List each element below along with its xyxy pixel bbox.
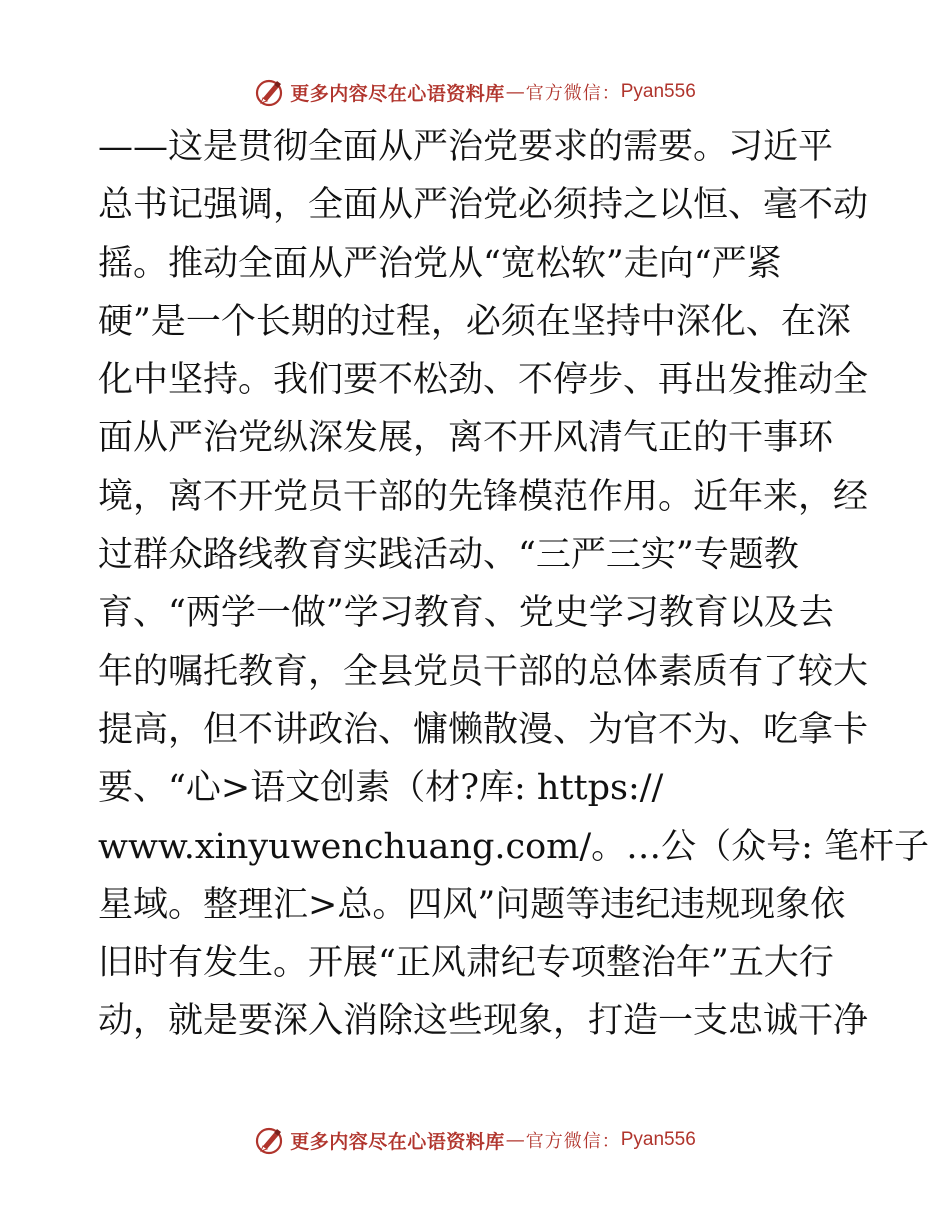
banner-official-label: 官方微信： <box>525 1131 621 1152</box>
banner-separator: — <box>505 81 525 103</box>
text-line: 摇。推动全面从严治党从“宽松软”走向“严紧 <box>98 243 782 284</box>
text-line: 硬”是一个长期的过程，必须在坚持中深化、在深 <box>98 301 851 342</box>
text-line: 境，离不开党员干部的先锋模范作用。近年来，经 <box>98 476 869 517</box>
text-line: 面从严治党纵深发展，离不开风清气正的干事环 <box>98 418 834 459</box>
text-line: 动，就是要深入消除这些现象，打造一支忠诚干净 <box>98 1001 869 1042</box>
pen-logo-icon <box>254 1124 286 1156</box>
text-line: 化中坚持。我们要不松劲、不停步、再出发推动全 <box>98 360 869 401</box>
text-line: 年的嘱托教育，全县党员干部的总体素质有了较大 <box>98 651 869 692</box>
text-line: www.xinyuwenchuang.com/。…公（众号: 笔杆子 <box>98 826 930 867</box>
header-banner <box>0 72 950 112</box>
footer-banner <box>0 1120 950 1160</box>
banner-official-label: 官方微信： <box>525 83 621 104</box>
text-line: 提高，但不讲政治、慵懒散漫、为官不为、吃拿卡 <box>98 709 869 750</box>
text-line: 总书记强调，全面从严治党必须持之以恒、毫不动 <box>98 185 869 226</box>
text-line: 星域。整理汇>总。四风”问题等违纪违规现象依 <box>98 884 846 925</box>
banner-brand-text: 更多内容尽在心语资料库 <box>290 1130 505 1153</box>
banner-separator: — <box>505 1129 525 1151</box>
pen-logo-icon <box>254 76 286 108</box>
text-line: ——这是贯彻全面从严治党要求的需要。习近平 <box>98 127 834 167</box>
document-body <box>98 118 930 1051</box>
text-line: 过群众路线教育实践活动、“三严三实”专题教 <box>98 535 799 576</box>
text-line: 旧时有发生。开展“正风肃纪专项整治年”五大行 <box>98 943 834 984</box>
text-line: 要、“心>语文创素（材?库: https:// <box>98 768 664 809</box>
banner-wechat-id: Pyan556 <box>620 1129 696 1150</box>
text-line: 育、“两学一做”学习教育、党史学习教育以及去 <box>98 593 834 634</box>
banner-wechat-id: Pyan556 <box>620 81 696 102</box>
banner-brand-text: 更多内容尽在心语资料库 <box>290 82 505 105</box>
